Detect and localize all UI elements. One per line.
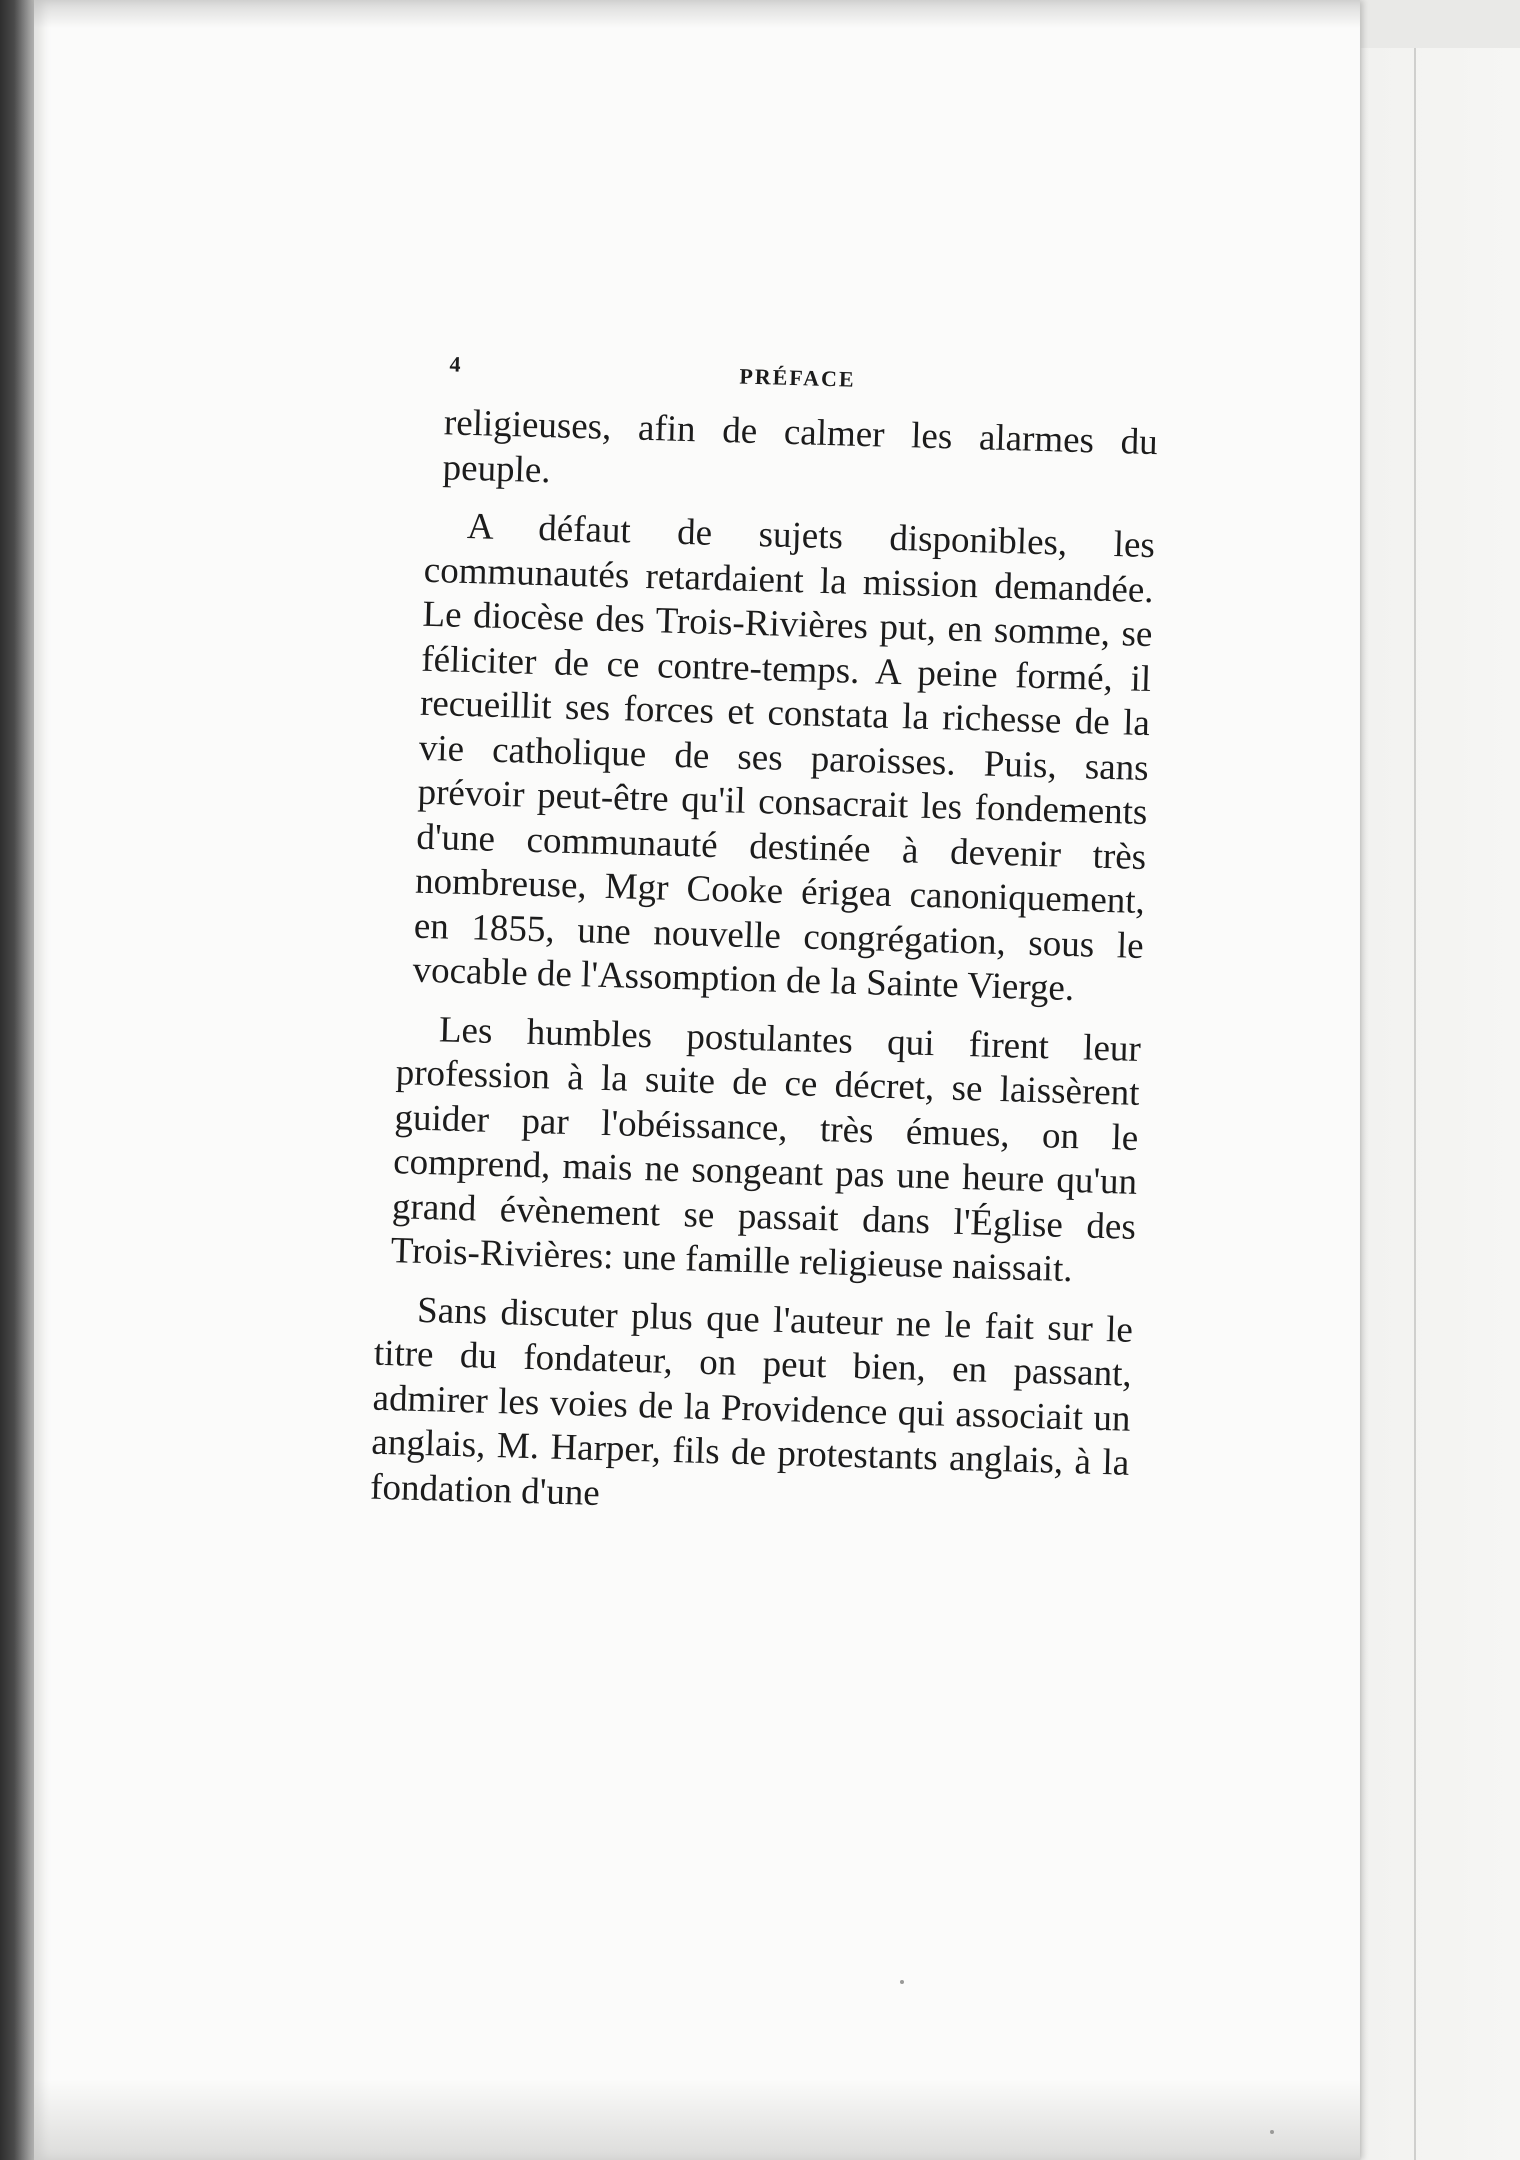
paragraph-4: Sans discuter plus que l'auteur ne le fait sur le titre du fondateur, on peut bien, en passant, admirer les voies de la Providence qui associait un anglais, M. Harper, fils de protestants anglais, à la fondation d'une [369, 1289, 1134, 1514]
page-top-shadow [34, 0, 1360, 28]
paragraph-2: A défaut de sujets disponibles, les communautés retardaient la mission demandée. Le diocèse des Trois-Rivières put, en somme, se féliciter de ce contre-temps. A peine formé, il recueillit ses forces et constata la richesse de la vie catholique de ses paroisses. Puis, sans prévoir peut-être qu'il consacrait les fondements d'une communauté destinée à devenir très nombreuse, Mgr Cooke érigea canoniquement, en 1855, une nouvelle congrégation, sous le vocable de l'Assomption de la Sainte Vierge. [412, 505, 1156, 1010]
page-number: 4 [449, 351, 463, 377]
paper-speck [1270, 2130, 1274, 2134]
running-title: PRÉFACE [739, 363, 856, 392]
paper-speck [900, 1980, 904, 1984]
page-stack-edge [1350, 48, 1520, 2160]
paragraph-3: Les humbles postulantes qui firent leur profession à la suite de ce décret, se laissèrent guider par l'obéissance, très émues, on le comprend, mais ne songeant pas une heure qu'un grand évènement se passait dans l'Église des Trois-Rivières: une famille religieuse naissait. [390, 1008, 1142, 1291]
page-text-block [368, 350, 1160, 1531]
page-bottom-shadow [34, 2080, 1360, 2160]
paragraph-1: religieuses, afin de calmer les alarmes du peuple. [442, 402, 1159, 491]
